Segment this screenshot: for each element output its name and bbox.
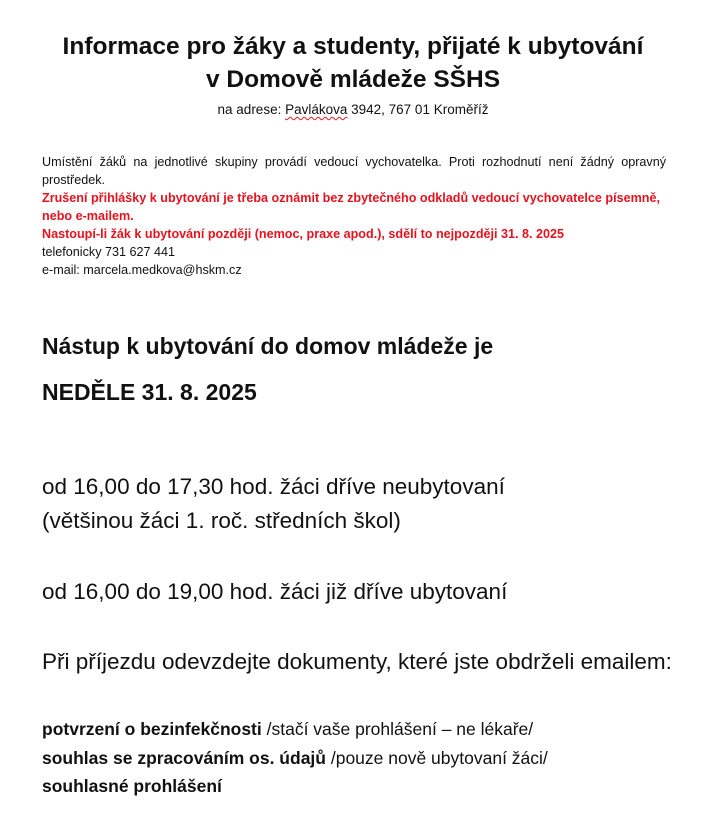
documents-list xyxy=(42,715,692,801)
list-item xyxy=(42,715,692,744)
document-name: potvrzení o bezinfekčnosti xyxy=(42,719,262,739)
document-note: /pouze nově ubytovaní žáci/ xyxy=(325,747,548,768)
document-note: /stačí vaše prohlášení – ne lékaře/ xyxy=(261,719,534,739)
title-line-1: Informace pro žáky a studenty, přijaté k ubytování xyxy=(62,33,644,60)
list-item xyxy=(42,744,692,773)
address-rest: 3942, 767 01 Kroměříž xyxy=(347,102,489,117)
late-arrival-note: Nastoupí-li žák k ubytování později (nemoc, praxe apod.), sdělí to nejpozději 31. 8. 2025 xyxy=(42,227,565,241)
document-name: souhlas se zpracováním os. údajů xyxy=(42,747,326,768)
cancellation-note: Zrušení přihlášky k ubytování je třeba oznámit bez zbytečného odkladů vedoucí vychovatelce písemně, nebo e-mailem. xyxy=(42,191,660,223)
address-line xyxy=(0,101,706,119)
schedule-new-time: od 16,00 do 17,30 hod. žáci dříve neubytovaní xyxy=(42,474,505,499)
placement-note: Umístění žáků na jednotlivé skupiny provádí vedoucí vychovatelka. Proti rozhodnutí není žádný opravný prostředek. xyxy=(42,155,666,187)
contact-phone: telefonicky 731 627 441 xyxy=(42,245,176,259)
arrival-heading: Nástup k ubytování do domov mládeže je xyxy=(42,333,494,359)
address-prefix: na adrese: xyxy=(217,102,286,117)
title-line-2: v Domově mládeže SŠHS xyxy=(205,66,501,93)
address-street: Pavlákova xyxy=(285,102,348,117)
documents-intro: Při příjezdu odevzdejte dokumenty, které jste obdrželi emailem: xyxy=(42,649,672,674)
info-block xyxy=(42,153,666,279)
document-name: souhlasné prohlášení xyxy=(42,776,222,796)
contact-email: e-mail: marcela.medkova@hskm.cz xyxy=(42,263,242,277)
schedule-new-students xyxy=(42,470,682,538)
arrival-date: NEDĚLE 31. 8. 2025 xyxy=(42,379,257,405)
schedule-new-detail: (většinou žáci 1. roč. středních škol) xyxy=(42,508,401,533)
list-item xyxy=(42,772,692,801)
page-title xyxy=(0,30,706,96)
schedule-returning-students: od 16,00 do 19,00 hod. žáci již dříve ubytovaní xyxy=(42,579,508,604)
